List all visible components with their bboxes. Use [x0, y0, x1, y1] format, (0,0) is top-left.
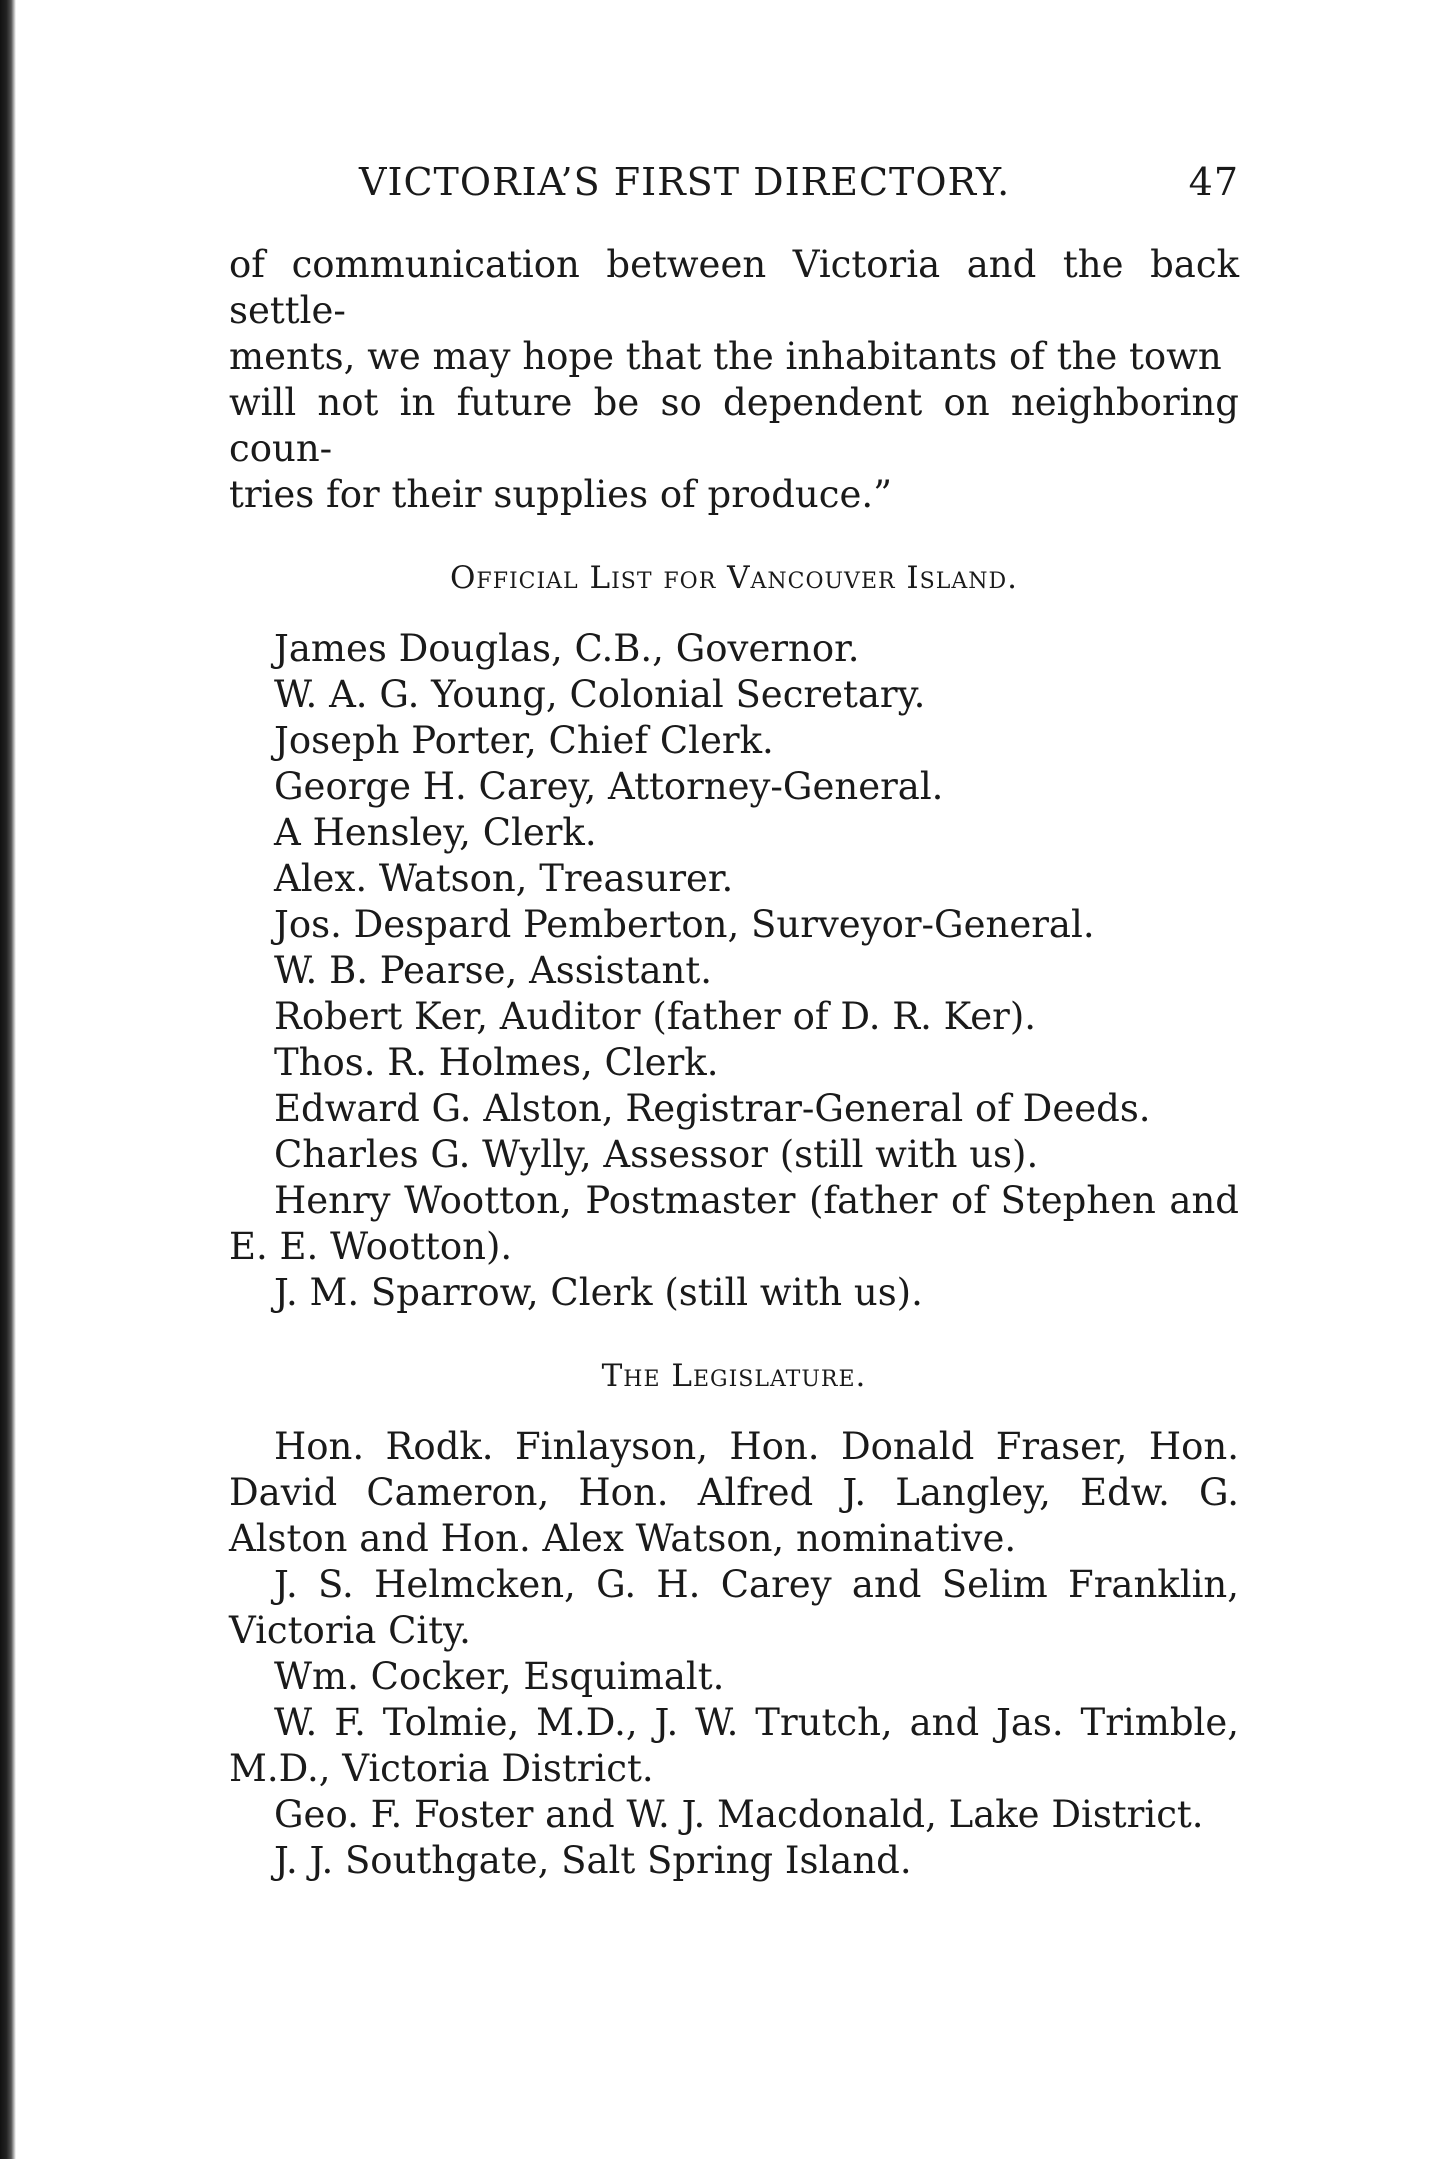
- list-item: Hon. Rodk. Finlayson, Hon. Donald Fraser, Hon. David Cameron, Hon. Alfred J. Langley, Edw. G. Alston and Hon. Alex Watson, nominative.: [229, 1425, 1239, 1560]
- page-number: 47: [1188, 160, 1239, 204]
- list-item: Wm. Cocker, Esquimalt.: [274, 1655, 725, 1698]
- intro-line: will not in future be so dependent on neighboring coun-: [229, 381, 1239, 470]
- list-item: Geo. F. Foster and W. J. Macdonald, Lake District.: [274, 1793, 1204, 1836]
- list-item: J. M. Sparrow, Clerk (still with us).: [274, 1271, 923, 1314]
- list-item: J. J. Southgate, Salt Spring Island.: [274, 1839, 912, 1882]
- list-item: Thos. R. Holmes, Clerk.: [274, 1041, 719, 1084]
- intro-paragraph: [229, 242, 1239, 518]
- book-page: [229, 160, 1239, 1884]
- list-item: Henry Wootton, Postmaster (father of Stephen and E. E. Wootton).: [229, 1179, 1239, 1268]
- list-item: Charles G. Wylly, Assessor (still with us).: [274, 1133, 1039, 1176]
- intro-line: tries for their supplies of produce.”: [229, 473, 893, 516]
- list-item: Robert Ker, Auditor (father of D. R. Ker).: [274, 995, 1037, 1038]
- list-item: Alex. Watson, Treasurer.: [274, 857, 734, 900]
- list-item: W. F. Tolmie, M.D., J. W. Trutch, and Jas. Trimble, M.D., Victoria District.: [229, 1701, 1239, 1790]
- legislature-list: [229, 1424, 1239, 1884]
- list-item: Edward G. Alston, Registrar-General of Deeds.: [274, 1087, 1151, 1130]
- list-item: A Hensley, Clerk.: [274, 811, 597, 854]
- list-item: James Douglas, C.B., Governor.: [274, 627, 860, 670]
- list-item: J. S. Helmcken, G. H. Carey and Selim Franklin, Victoria City.: [229, 1563, 1239, 1652]
- list-item: W. A. G. Young, Colonial Secretary.: [274, 673, 926, 716]
- list-item: W. B. Pearse, Assistant.: [274, 949, 712, 992]
- intro-line: of communication between Victoria and the back settle-: [229, 243, 1239, 332]
- intro-line: ments, we may hope that the inhabitants of the town: [229, 335, 1222, 378]
- list-item: Joseph Porter, Chief Clerk.: [274, 719, 774, 762]
- page-title: VICTORIA’S FIRST DIRECTORY.: [359, 160, 1011, 204]
- legislature-heading: The Legislature.: [601, 1358, 867, 1394]
- list-item: Jos. Despard Pemberton, Surveyor-General.: [274, 903, 1095, 946]
- running-header: [229, 160, 1239, 220]
- official-list-heading: Official List for Vancouver Island.: [450, 560, 1018, 596]
- list-item: George H. Carey, Attorney-General.: [274, 765, 944, 808]
- official-list: [229, 626, 1239, 1316]
- page-spine-edge: [0, 0, 16, 2159]
